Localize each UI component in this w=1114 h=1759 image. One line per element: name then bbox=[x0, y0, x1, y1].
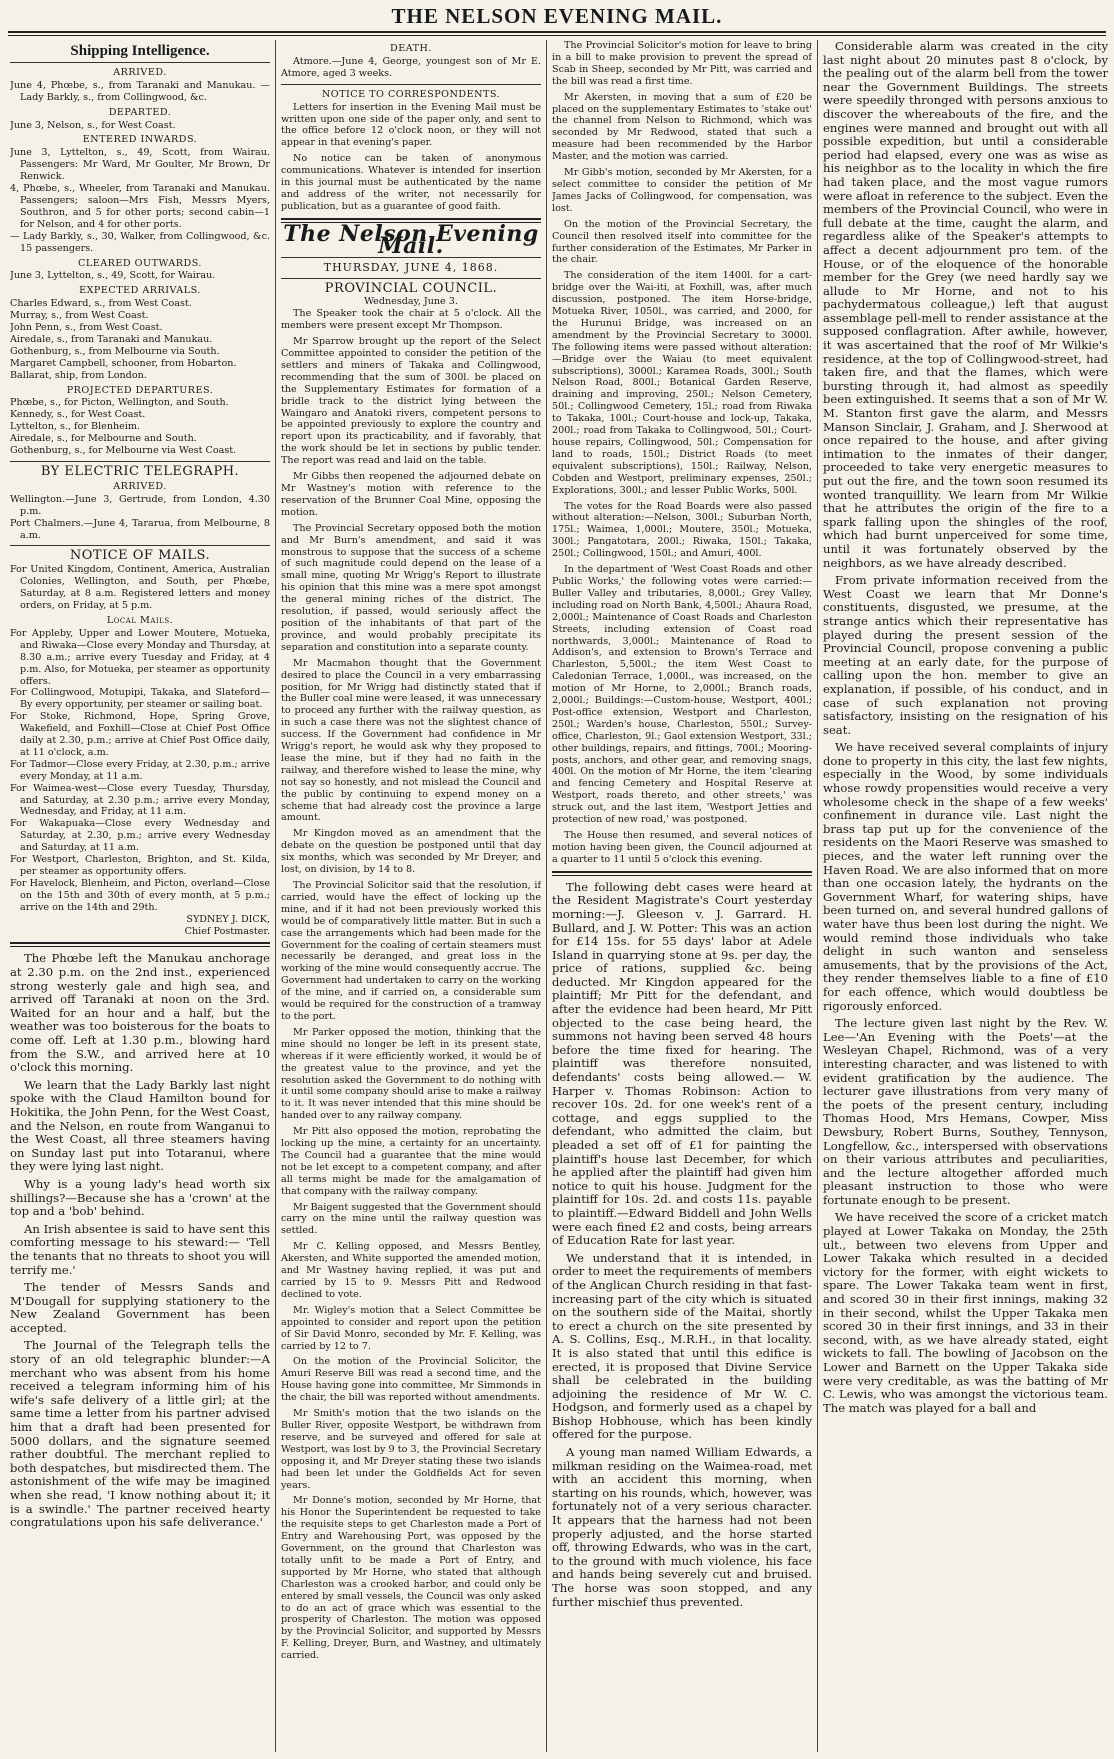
text-item: Lyttelton, s., for Blenheim. bbox=[10, 421, 141, 433]
text-item: On the motion of the Provincial Solicitor, the Amuri Reserve Bill was read a second time, and the House having gone into committee, Mr Simmonds in the chair, the bill was reported without amendments. bbox=[281, 1356, 541, 1404]
text-item: Why is a young lady's head worth six shillings?—Because she has a 'crown' at the top and a 'bob' behind. bbox=[10, 1176, 270, 1219]
text-item: The following debt cases were heard at the Resident Magistrate's Court yesterday morning:—J. Gleeson v. J. Garrard. H. Bullard, and J. W. Potter: This was an action for £14 15s. for 55 days' labor at Adele Island in quarrying stone at 9s. per day, the price of rations, supplied &c. being deducted. Mr Kingdon appeared for the plaintiff; Mr Pitt for the defendant, and after the evidence had been heard, Mr Pitt objected to the case being heard, the summons not having been served 48 hours before the time fixed for hearing. The plaintiff was therefore nonsuited, defendants' costs being allowed.— W. Harper v. Thomas Robinson: Action to recover 10s. 2d. for one week's rent of a cottage, and eggs supplied to the defendant, who admitted the claim, but pleaded a set off of £1 for painting the plaintiff's house last December, for which he applied after the plaintiff had given him notice to quit his house. Judgment for the plaintiff for 10s. 2d. and costs 11s. payable to plaintiff.—Edward Biddell and John Wells were each fined £2 and costs, being arrears of Education Rate for last year. bbox=[552, 879, 812, 1248]
text-item: Mr Donne's motion, seconded by Mr Horne, that his Honor the Superintendent be requested to take the requisite steps to get Charleston made a Port of Entry and Warehousing Port, was opposed by the Government, on the ground that Charleston was totally unfit to be made a Port of Entry, and supported by Mr Horne, who stated that although Charleston was a crooked harbor, and could only be entered by small vessels, the Council was only asked to do an act of grace which was essential to the prosperity of Charleston. The motion was opposed by the Provincial Solicitor, and supported by Messrs F. Kelling, Dreyer, Burn, and Wastney, and ultimately carried. bbox=[281, 1495, 541, 1662]
text-item: June 3, Nelson, s., for West Coast. bbox=[10, 119, 176, 131]
masthead: THE NELSON EVENING MAIL. bbox=[391, 4, 723, 28]
telegraph-list bbox=[10, 494, 270, 542]
notice-text bbox=[281, 102, 541, 213]
text-item: Mr Macmahon thought that the Government desired to place the Council in a very embarrassing position, for Mr Wrigg had distinctly stated that if the Buller coal mine were leased, it was unnecessary to proceed any further with the railway question, as in such a case there was not the slightest chance of success. If the Government had confidence in Mr Wrigg's report, he would ask why they proposed to lease the mine, but if they had no faith in the railway, and therefore wished to lease the mine, why not say so honestly, and not mislead the Council and the public by continuing to expend money on a scheme that had already cost the province a large amount. bbox=[281, 657, 541, 824]
column-3-articles bbox=[552, 881, 812, 1609]
text-item: Mr Gibbs then reopened the adjourned debate on Mr Wastney's motion with reference to the reservation of the Brunner Coal Mine, opposing the motion. bbox=[281, 471, 541, 518]
text-item: For Tadmor—Close every Friday, at 2.30, p.m.; arrive every Monday, at 11 a.m. bbox=[10, 758, 270, 782]
signature-name: SYDNEY J. DICK, bbox=[186, 913, 270, 925]
text-item: Mr Kingdon moved as an amendment that the debate on the question be postponed until that day six months, which was seconded by Mr Dreyer, and lost, on division, by 14 to 8. bbox=[281, 828, 541, 876]
projected-list bbox=[10, 397, 270, 457]
text-item: Mr Baigent suggested that the Government should carry on the mine until the railway question was settled. bbox=[281, 1201, 541, 1237]
text-item: From private information received from the West Coast we learn that Mr Donne's constituents, disgusted, we presume, at the strange antics which their representative has played during the present session of the Provincial Council, propose convening a public meeting at an early date, for the purpose of calling upon the hon. member to give an explanation, if possible, of his conduct, and in case of such explanation not proving satisfactory, insisting on the resignation of his seat. bbox=[823, 573, 1108, 737]
text-item: Margaret Campbell, schooner, from Hobarton. bbox=[10, 357, 237, 369]
death-head: DEATH. bbox=[390, 43, 432, 54]
text-item: Mr. Wigley's motion that a Select Committee be appointed to consider and report upon the petition of Sir David Monro, seconded by Mr. F. Kelling, was carried by 12 to 7. bbox=[281, 1304, 541, 1352]
telegraph-head: BY ELECTRIC TELEGRAPH. bbox=[40, 464, 240, 479]
text-item: No notice can be taken of anonymous communications. Whatever is intended for insertion in this journal must be authenticated by the name and address of the writer, not necessarily for publication, but as a guarantee of good faith. bbox=[281, 153, 541, 212]
column-divider bbox=[275, 40, 276, 1752]
text-item: Mr Pitt also opposed the motion, reprobating the locking up the mine, a certainty for an uncertainty. The Council had a guarantee that the mine would not be let except to a competent company, and after all terms might be made for the amalgamation of that company with the railway company. bbox=[281, 1126, 541, 1197]
column-4 bbox=[823, 40, 1108, 1752]
text-item: We have received several complaints of injury done to property in this city, the last few nights, especially in the Wood, by some individuals whose rowdy propensities would receive a very wholesome check in the shape of a few weeks' confinement in durance vile. Last night the brass tap put up for the convenience of the residents on the Maori Reserve was smashed to pieces, and the water left running over the Haven Road. We are also informed that on more than one occasion lately, the hydrants on the Government Wharf, for watering ships, have been turned on, and several hundred gallons of water have thus been lost during the night. We would remind those individuals who take delight in such wanton and senseless amusements, that by the provisions of the Act, they render themselves liable to a fine of £10 for each offence, which would doubtless be rigorously enforced. bbox=[823, 740, 1108, 1013]
text-item: For Appleby, Upper and Lower Moutere, Motueka, and Riwaka—Close every Monday and Thursday, at 8.30 a.m.; arrive every Tuesday and Friday, at 4 p.m. Also, for Motueka, per steamer as opportunity offers. bbox=[10, 627, 270, 687]
text-item: The Journal of the Telegraph tells the story of an old telegraphic blunder:—A merchant who was absent from his home received a telegram informing him of his wife's safe delivery of a little girl; at the same time a letter from his partner advised him that a draft had been presented for 5000 dollars, and the signature seemed rather doubtful. The merchant replied to both despatches, but misdirected them. The astonishment of the wife may be imagined when she read, 'I know nothing about it; it is a swindle.' The partner received hearty congratulations upon his safe deliverance.' bbox=[10, 1338, 270, 1530]
council-head: PROVINCIAL COUNCIL. bbox=[324, 280, 498, 296]
text-item: Gothenburg, s., for Melbourne via West Coast. bbox=[10, 445, 237, 457]
entered-list bbox=[10, 147, 270, 254]
text-item: A young man named William Edwards, a milkman residing on the Waimea-road, met with an accident this morning, when starting on his rounds, which, however, was fortunately not of a very serious character. It appears that the harness had not been properly adjusted, and the horse started off, throwing Edwards, who was in the cart, to the ground with much violence, his face and hands being severely cut and bruised. The horse was soon stopped, and any further mischief thus prevented. bbox=[552, 1445, 812, 1609]
column-divider bbox=[546, 40, 547, 1752]
text-item: — Lady Barkly, s., 30, Walker, from Collingwood, &c. 15 passengers. bbox=[10, 230, 270, 254]
text-item: Charles Edward, s., from West Coast. bbox=[10, 298, 192, 310]
column-1-articles bbox=[10, 952, 270, 1529]
text-item: The Provincial Solicitor's motion for leave to bring in a bill to make provision to prevent the spread of Scab in Sheep, seconded by Mr Pitt, was carried and the bill was read a first time. bbox=[552, 40, 812, 87]
local-mails-head: Local Mails. bbox=[106, 614, 174, 626]
text-item: Mr Parker opposed the motion, thinking that the mine should no longer be left in its present state, whereas if it were efficiently worked, it would be of the greatest value to the province, and yet the resolution asked the Government to do nothing with it until some company should arise to make a railway to it. It was never intended that this mine should be handed over to any railway company. bbox=[281, 1026, 541, 1122]
section-head: ARRIVED. bbox=[113, 66, 167, 78]
text-item: John Penn, s., from West Coast. bbox=[10, 322, 163, 334]
shipping-title: Shipping Intelligence. bbox=[70, 43, 210, 59]
column-1 bbox=[10, 40, 270, 1752]
expected-list bbox=[10, 298, 270, 381]
paper-title: The Nelson Evening Mail. bbox=[283, 220, 539, 259]
text-item: The lecture given last night by the Rev. W. Lee—'An Evening with the Poets'—at the Wesleyan Chapel, Richmond, was of a very interesting character, and was listened to with evident gratification by the audience. The lecturer gave illustrations from very many of the poets of the present century, including Thomas Hood, Mrs Hemans, Cowper, Miss Dewsbury, Robert Burns, Southey, Tennyson, Longfellow, &c., interspersed with observations on their various attributes and peculiarities, and the lecture altogether afforded much pleasant instruction to those who were fortunate enough to be present. bbox=[823, 1016, 1108, 1207]
column-4-articles bbox=[823, 40, 1108, 1415]
text-item: The consideration of the item 1400l. for a cart-bridge over the Wai-iti, at Foxhill, was, after much discussion, postponed. The item Horse-bridge, Motueka River, 1050l., was carried, and 2000, for the Hurunui Bridge, was increased on an amendment by the Provincial Secretary to 3000l. The following items were passed without alteration:—Bridge over the Waiau (to meet equivalent subscriptions), 3000l.; Karamea Roads, 300l.; South Nelson Road, 800l.; Botanical Garden Reserve, draining and improving, 250l.; Nelson Cemetery, 50l.; Collingwood Cemetery, 15l.; road from Riwaka to Takaka, 100l.; Court-house and lock-up, Takaka, 200l.; road from Takaka to Collingwood, 50l.; Court-house repairs, Collingwood, 50l.; Compensation for land to roads, 150l.; District Roads (to meet equivalent subscriptions), 150l.; Railway, Nelson, Cobden and Westport, preliminary expenses, 250l.; Explorations, 300l.; and lesser Public Works, 500l. bbox=[552, 270, 812, 496]
text-item: Wellington.—June 3, Gertrude, from London, 4.30 p.m. bbox=[10, 493, 270, 517]
cleared-list bbox=[10, 270, 270, 282]
text-item: Port Chalmers.—June 4, Tararua, from Melbourne, 8 a.m. bbox=[10, 517, 270, 541]
death-notice: Atmore.—June 4, George, youngest son of Mr E. Atmore, aged 3 weeks. bbox=[281, 55, 541, 79]
section-head: DEPARTED. bbox=[108, 106, 172, 118]
text-item: The Phœbe left the Manukau anchorage at 2.30 p.m. on the 2nd inst., experienced strong westerly gale and high sea, and arrived off Taranaki at noon on the 3rd. Waited for an hour and a half, but the weather was too boisterous for the boats to come off. Left at 1.30 p.m., blowing hard from the S.W., and arrived here at 10 o'clock this morning. bbox=[10, 951, 270, 1075]
notice-head: NOTICE TO CORRESPONDENTS. bbox=[321, 88, 501, 100]
text-item: The votes for the Road Boards were also passed without alteration:—Nelson, 300l.; Suburban North, 175l.; Waimea, 1,000l.; Moutere, 350l.; Motueka, 300l.; Pangatotara, 200l.; Riwaka, 150l.; Takaka, 250l.; Collingwood, 150l.; and Amuri, 400l. bbox=[552, 500, 812, 560]
text-item: Mr Smith's motion that the two islands on the Buller River, opposite Westport, be withdrawn from reserve, and be surveyed and offered for sale at Westport, was lost by 9 to 3, the Provincial Secretary opposing it, and Mr Dreyer stating these two islands had been let under the Goldfields Act for seven years. bbox=[281, 1408, 541, 1491]
local-mails-list bbox=[10, 628, 270, 914]
text-item: Phœbe, s., for Picton, Wellington, and South. bbox=[10, 397, 229, 409]
text-item: For Westport, Charleston, Brighton, and St. Kilda, per steamer as opportunity offers. bbox=[10, 854, 270, 877]
text-item: We learn that the Lady Barkly last night spoke with the Claud Hamilton bound for Hokitika, the John Penn, for the West Coast, and the Nelson, en route from Wanganui to the West Coast, all three steamers having on Sunday last put into Totaranui, where they were lying last night. bbox=[10, 1077, 270, 1174]
text-item: Mr Sparrow brought up the report of the Select Committee appointed to consider the petition of the settlers and miners of Takaka and Collingwood, recommending that the sum of 300l. be placed on the Supplementary Estimates for formation of a bridle track to the district lying between the Waingaro and Anatoki rivers, competent persons to be appointed previously to explore the country and report upon its practicability, and if favorably, that the work should be let in sections by public tender. The report was read and laid on the table. bbox=[281, 336, 541, 467]
top-rule bbox=[8, 31, 1106, 33]
text-item: Kennedy, s., for West Coast. bbox=[10, 409, 146, 421]
text-item: Considerable alarm was created in the city last night about 20 minutes past 8 o'clock, by the pealing out of the alarm bell from the tower near the Government Buildings. The streets were speedily thronged with persons anxious to discover the whereabouts of the fire, and the engines were manned and brought out with all possible expedition, but until a considerable period had elapsed, every one was as wise as his neighbor as to the locality in which the fire had taken place, and the most vague rumors were afloat in reference to the subject. Even the members of the Provincial Council, who were in full debate at the time, caught the alarm, and regardless alike of the Speaker's attempts to affect a decent adjournment pro tem. of the House, or of the eloquence of the honorable member for the Grey (we need hardly say we allude to Mr Horne, and not to his pachydermatous colleague,) left that august assemblage pell-mell to render assistance at the supposed conflagration. After awhile, however, it was ascertained that the roof of Mr Wilkie's residence, at the top of Collingwood-street, had taken fire, and that the flames, which were bursting through it, had almost as speedily been extinguished. It seems that a son of Mr W. M. Stanton first gave the alarm, and Messrs Manson Sinclair, J. Graham, and J. Sherwood at once repaired to the house, and after giving intimation to the inmates of their danger, proceeded to take very energetic measures to put out the fire, and the town soon resumed its wonted tranquillity. We learn from Mr Wilkie that he attributes the origin of the fire to a spark falling upon the shingles of the roof, which had burnt unperceived for some time, until it was fortunately observed by the neighbors, as we have already described. bbox=[823, 40, 1108, 570]
text-item: Mr C. Kelling opposed, and Messrs Bentley, Akersten, and White supported the amended motion, and Mr Wastney having replied, it was put and carried by 15 to 9. Messrs Pitt and Redwood declined to vote. bbox=[281, 1241, 541, 1300]
section-head: ARRIVED. bbox=[113, 480, 167, 492]
text-item: June 4, Phœbe, s., from Taranaki and Manukau. — Lady Barkly, s., from Collingwood, &c. bbox=[10, 79, 270, 103]
text-item: Murray, s., from West Coast. bbox=[10, 310, 149, 322]
text-item: Mr Akersten, in moving that a sum of £20 be placed on the supplementary Estimates to 'stake out' the channel from Nelson to Richmond, which was seconded by Mr Redwood, stated that such a measure had been recommended by the Harbor Master, and the motion was carried. bbox=[552, 91, 812, 163]
council-date: Wednesday, June 3. bbox=[364, 296, 458, 308]
text-item: Gothenburg, s., from Melbourne via South. bbox=[10, 345, 220, 357]
section-head: ENTERED INWARDS. bbox=[82, 134, 198, 146]
mails-head: NOTICE OF MAILS. bbox=[69, 548, 211, 564]
council-report bbox=[281, 308, 541, 1662]
text-item: June 3, Lyttelton, s., 49, Scott, from Wairau. Passengers: Mr Ward, Mr Goulter, Mr Brown, Dr Renwick. bbox=[10, 147, 270, 183]
text-item: We have received the score of a cricket match played at Lower Takaka on Monday, the 25th ult., between two elevens from Upper and Lower Takaka which resulted in a decided victory for the former, with eight wickets to spare. The Lower Takaka team went in first, and scored 30 in their first innings, making 32 in their second, whilst the Upper Takaka men scored 30 in their first innings, and 33 in their second, with, as we have already stated, eight wickets to fall. The bowling of Jacobson on the Lower and Barnett on the Upper Takaka side were very creditable, as was the batting of Mr C. Lewis, who was amongst the victorious team. The match was played for a ball and bbox=[823, 1210, 1108, 1415]
issue-date: THURSDAY, JUNE 4, 1868. bbox=[323, 260, 499, 274]
mails-intro: For United Kingdom, Continent, America, Australian Colonies, Wellington, and South, per Phœbe, Saturday, at 8 a.m. Registered letters and money orders, on Friday, at 5 p.m. bbox=[10, 564, 270, 612]
text-item: Ballarat, ship, from London. bbox=[10, 369, 147, 381]
top-rule-thin bbox=[8, 35, 1106, 36]
text-item: June 3, Lyttelton, s., 49, Scott, for Wairau. bbox=[10, 270, 216, 282]
section-head: PROJECTED DEPARTURES. bbox=[66, 384, 214, 396]
council-report-continued bbox=[552, 40, 812, 866]
column-divider bbox=[817, 40, 818, 1752]
arrived-list bbox=[10, 80, 270, 104]
text-item: For Collingwood, Motupipi, Takaka, and Slateford—By every opportunity, per steamer or sailing boat. bbox=[10, 687, 270, 711]
text-item: The Provincial Solicitor said that the resolution, if carried, would have the effect of locking up the mine, and if it had not been previously worked this would be of comparatively little matter. But in such a case the arrangements which had been made for the Government for the coaling of certain steamers must necessarily be deranged, and great loss in the working of the mine would consequently accrue. The Government had undertaken to carry on the working of the mine, and if carried on, a considerable sum would be required for the construction of a tramway to the port. bbox=[281, 880, 541, 1022]
text-item: We understand that it is intended, in order to meet the requirements of members of the Anglican Church residing in that fast-increasing part of the city which is situated on the southern side of the Maitai, shortly to erect a church on the site presented by A. S. Collins, Esq., M.R.H., in that locality. It is also stated that until this edifice is erected, it is proposed that Divine Service shall be celebrated in the building adjoining the residence of Mr W. C. Hodgson, and formerly used as a chapel by Bishop Hobhouse, which has been kindly offered for the purpose. bbox=[552, 1250, 812, 1442]
departed-list bbox=[10, 120, 270, 132]
signature-title: Chief Postmaster. bbox=[184, 925, 270, 937]
text-item: The Provincial Secretary opposed both the motion and Mr Burn's amendment, and said it was monstrous to suppose that the success of a scheme of such magnitude could depend on the lease of a small mine, quoting Mr Wrigg's Report to illustrate his opinion that this mine was a mere spot amongst the general mining riches of the district. The resolution, if passed, would seriously affect the position of the inhabitants of that part of the province, and would probably precipitate its separation and constitution into a separate county. bbox=[281, 522, 541, 653]
section-head: CLEARED OUTWARDS. bbox=[78, 257, 202, 269]
text-item: 4, Phœbe, s., Wheeler, from Taranaki and Manukau. Passengers; saloon—Mrs Fish, Messrs Myers, Southron, and 5 for other ports; second cabin—1 for Nelson, and 4 for other ports. bbox=[10, 183, 270, 230]
text-item: In the department of 'West Coast Roads and other Public Works,' the following votes were carried:—Buller Valley and tributaries, 8,000l.; Grey Valley, including road on North Bank, 4,500l.; Ahaura Road, 2,000l.; Maintenance of Coast Roads and Charleston Streets, including extension of Coast road northwards, 3,000l.; Maintenance of Road to Addison's, and extension to Brown's Terrace and Charleston, 5,500l.; the item West Coast to Caledonian Terrace, 1,000l., was increased, on the motion of Mr Horne, to 2,000l.; Branch roads, 2,000l.; Buildings:—Custom-house, Westport, 400l.; Post-office extension, Westport and Charleston, 250l.; Warden's house, Charleston, 550l.; Survey-office, Charleston, 9l.; Gaol extension Westport, 33l.; other buildings, repairs, and fittings, 700l.; Mooring-posts, anchors, and other gear, and removing snags, 400l. On the motion of Mr Horne, the item 'clearing and fencing Cemetery and Hospital Reserve at Westport, roads thereto, and other streets,' was struck out, and the last item, 'Westport Jetties and protection of new road,' was postponed. bbox=[552, 564, 812, 826]
text-item: For Stoke, Richmond, Hope, Spring Grove, Wakefield, and Foxhill—Close at Chief Post Office daily at 2.30, p.m.; arrive at Chief Post Office daily, at 11 o'clock, a.m. bbox=[10, 711, 270, 758]
text-item: The Speaker took the chair at 5 o'clock. All the members were present except Mr Thompson. bbox=[281, 308, 541, 332]
text-item: For Waimea-west—Close every Tuesday, Thursday, and Saturday, at 2.30 p.m.; arrive every Monday, Wednesday, and Friday, at 11 a.m. bbox=[10, 782, 270, 818]
text-item: Letters for insertion in the Evening Mail must be written upon one side of the paper only, and sent to the office before 12 o'clock noon, or they will not appear in that evening's paper. bbox=[281, 101, 541, 149]
column-2 bbox=[281, 40, 541, 1752]
column-3 bbox=[552, 40, 812, 1752]
text-item: For Wakapuaka—Close every Wednesday and Saturday, at 2.30, p.m.; arrive every Wednesday and Saturday, at 11 a.m. bbox=[10, 818, 270, 854]
text-item: Airedale, s., from Taranaki and Manukau. bbox=[10, 333, 213, 345]
text-item: The tender of Messrs Sands and M'Dougall for supplying stationery to the New Zealand Government has been accepted. bbox=[10, 1280, 270, 1335]
text-item: An Irish absentee is said to have sent this comforting message to his steward:— 'Tell the tenants that no threats to shoot you will terrify me.' bbox=[10, 1221, 270, 1277]
text-item: For Havelock, Blenheim, and Picton, overland—Close on the 15th and 30th of every month, at 5 p.m.; arrive on the 14th and 29th. bbox=[10, 877, 270, 913]
text-item: Mr Gibb's motion, seconded by Mr Akersten, for a select committee to consider the petition of Mr James Jacks of Collingwood, for compensation, was lost. bbox=[552, 167, 812, 214]
section-head: EXPECTED ARRIVALS. bbox=[79, 285, 201, 297]
text-item: Airedale, s., for Melbourne and South. bbox=[10, 433, 197, 445]
text-item: The House then resumed, and several notices of motion having been given, the Council adjourned at a quarter to 11 until 5 o'clock this evening. bbox=[552, 830, 812, 865]
text-item: On the motion of the Provincial Secretary, the Council then resolved itself into committee for the further consideration of the Estimates, Mr Parker in the chair. bbox=[552, 218, 812, 266]
